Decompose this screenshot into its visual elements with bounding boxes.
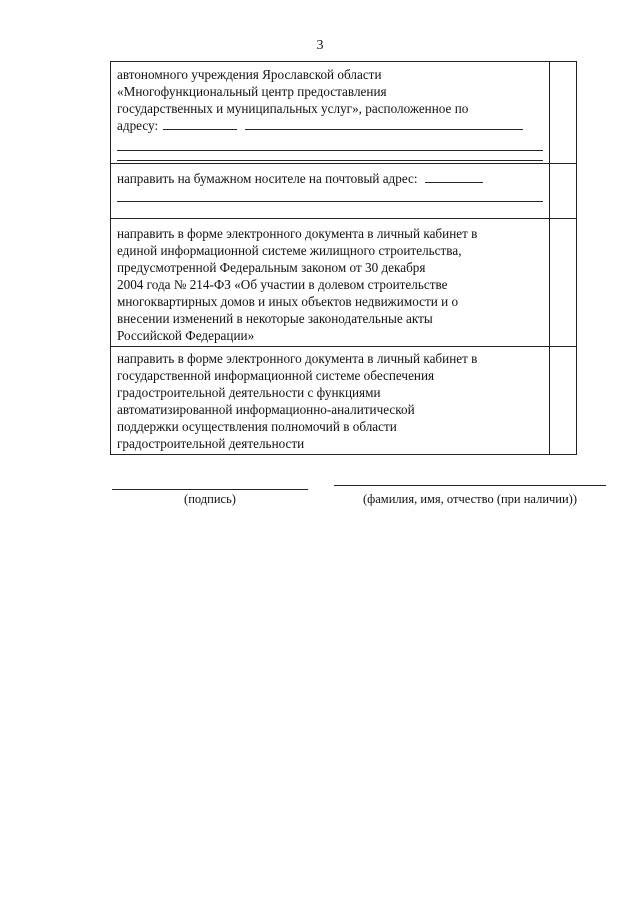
option-text-line: «Многофункциональный центр предоставления [117, 84, 387, 99]
postal-address-fill-line[interactable] [117, 187, 543, 202]
signature-line[interactable] [112, 488, 308, 490]
full-name-line[interactable] [334, 484, 606, 486]
address-fill-short[interactable] [163, 117, 237, 130]
option-row-mfc [111, 62, 577, 164]
postal-address-fill-short[interactable] [425, 170, 483, 183]
option-text-eisgs [111, 219, 550, 347]
option-text-postal [111, 164, 550, 219]
option-row-gisogd [111, 347, 577, 455]
option-text-gisogd [111, 347, 550, 455]
option-text-line: внесении изменений в некоторые законодательные акты [117, 311, 433, 326]
option-text-mfc [111, 62, 550, 164]
option-text-line: направить в форме электронного документа в личный кабинет в [117, 226, 478, 241]
option-checkbox-gisogd[interactable] [550, 347, 577, 455]
option-text-line: направить на бумажном носителе на почтовый адрес: [117, 171, 418, 186]
option-text-line: поддержки осуществления полномочий в области [117, 419, 397, 434]
option-checkbox-postal[interactable] [550, 164, 577, 219]
option-checkbox-eisgs[interactable] [550, 219, 577, 347]
page-number: 3 [316, 38, 324, 53]
option-text-line: многоквартирных домов и иных объектов недвижимости и о [117, 294, 459, 309]
option-text-line: Российской Федерации» [117, 328, 255, 343]
address-fill-long[interactable] [245, 117, 523, 130]
option-text-line: автономного учреждения Ярославской области [117, 67, 382, 82]
option-text-line: единой информационной системе жилищного строительства, [117, 243, 462, 258]
option-checkbox-mfc[interactable] [550, 62, 577, 164]
postal-line-inline [117, 170, 543, 187]
option-text-line: направить в форме электронного документа в личный кабинет в [117, 351, 478, 366]
address-line-inline [117, 117, 543, 134]
option-text-line: 2004 года № 214-ФЗ «Об участии в долевом строительстве [117, 277, 448, 292]
option-text-line: градостроительной деятельности с функциями [117, 385, 381, 400]
option-text-line: государственных и муниципальных услуг», расположенное по [117, 101, 469, 116]
address-fill-extra-line-2[interactable] [117, 151, 543, 161]
address-fill-extra-line[interactable] [117, 136, 543, 151]
option-text-line: адресу: [117, 118, 159, 133]
option-row-eisgs [111, 219, 577, 347]
option-text-line: государственной информационной системе обеспечения [117, 368, 435, 383]
signature-label: (подпись) [184, 492, 236, 506]
option-text-line: градостроительной деятельности [117, 436, 305, 451]
delivery-options-table [110, 61, 577, 455]
full-name-label: (фамилия, имя, отчество (при наличии)) [362, 492, 577, 506]
option-text-line: предусмотренной Федеральным законом от 30 декабря [117, 260, 426, 275]
option-text-line: автоматизированной информационно-аналитической [117, 402, 415, 417]
option-row-postal [111, 164, 577, 219]
